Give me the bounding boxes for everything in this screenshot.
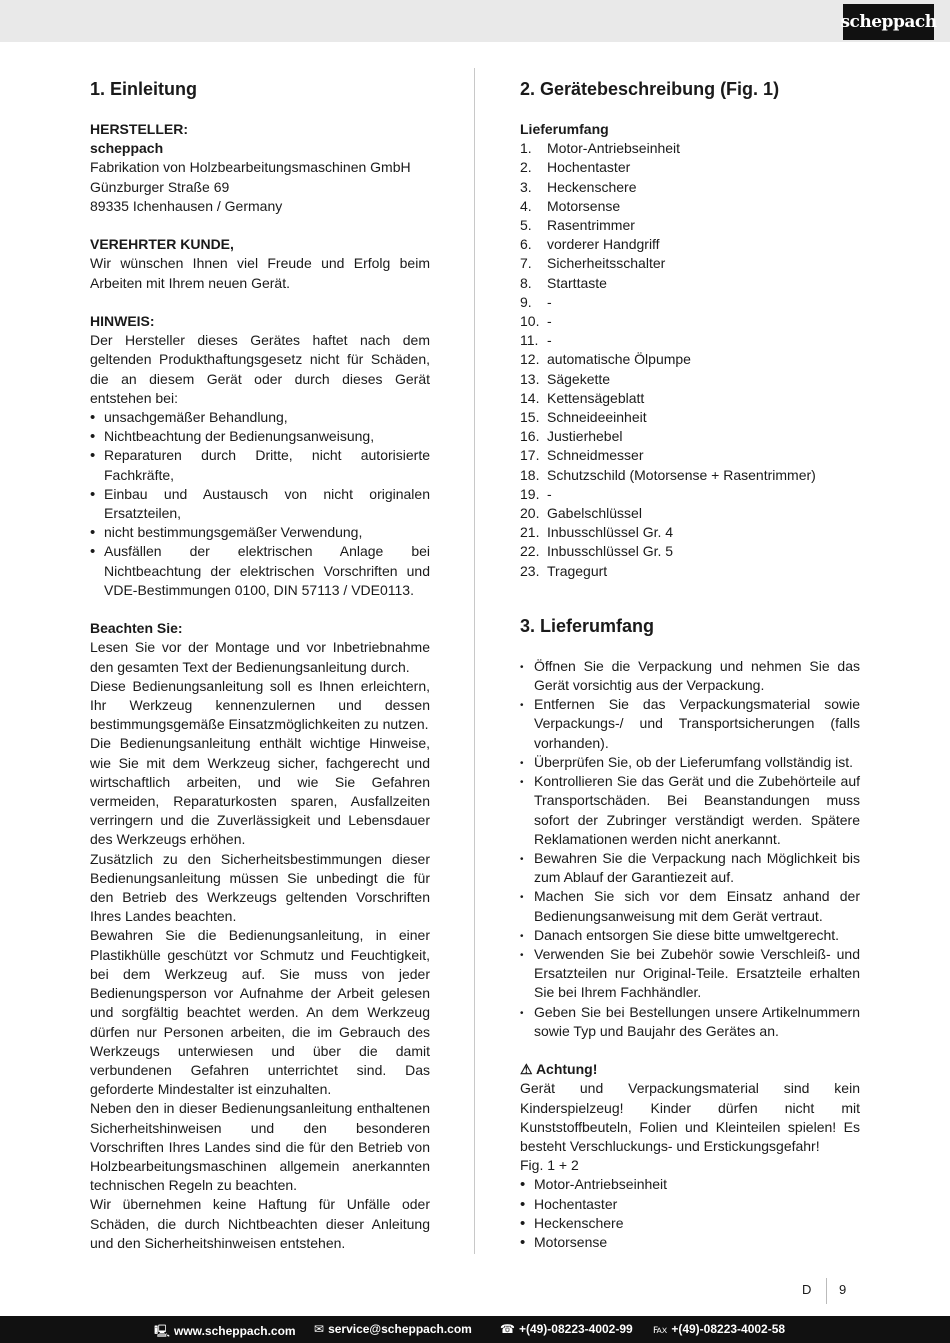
contact-bar	[0, 1316, 950, 1343]
part-label: Sägekette	[547, 370, 611, 387]
part-label: Tragegurt	[547, 562, 608, 579]
list-item: • Verwenden Sie bei Zubehör sowie Verschleiß- und Ersatzteilen nur Original-Teile. Ersatzteile erhalten Sie bei Ihrem Fachhändler.	[520, 945, 860, 1003]
part-number: 23.	[520, 562, 540, 579]
part-label: Starttaste	[547, 274, 607, 291]
part-label: vorderer Handgriff	[547, 236, 660, 253]
brand-logo: scheppach	[843, 4, 934, 40]
parts-list-item	[520, 408, 860, 427]
list-item: • Einbau und Austausch von nicht originalen Ersatzteilen,	[90, 485, 430, 523]
list-item: • Reparaturen durch Dritte, nicht autorisierte Fachkräfte,	[90, 446, 430, 484]
beachten-paragraph: Wir übernehmen keine Haftung für Unfälle oder Schäden, die durch Nichtbeachten dieser Anleitung und den Sicherheitshinweisen entstehen.	[90, 1196, 430, 1251]
lieferumfang-heading: Lieferumfang	[520, 121, 609, 137]
hersteller-line: Fabrikation von Holzbearbeitungsmaschinen GmbH	[90, 159, 411, 176]
website-contact[interactable]	[154, 1322, 296, 1343]
list-item: • Motor-Antriebseinheit	[520, 1175, 860, 1194]
phone-contact[interactable]	[500, 1322, 633, 1336]
part-label: Sicherheitsschalter	[547, 255, 666, 272]
part-label: Heckenschere	[547, 178, 637, 195]
parts-list-item	[520, 293, 860, 312]
part-label: Schneidmesser	[547, 447, 644, 464]
fig-list	[520, 1175, 860, 1252]
beachten-paragraph: Bewahren Sie die Bedienungsanleitung, in einer Plastikhülle geschützt vor Schmutz und Feuchtigkeit, bei dem Werkzeug auf. Sie muss von jeder Bedienungsperson vor Aufnahme der Arbeit gelesen und sorgfältig beachtet werden. An dem Werkzeug dürfen nur Personen arbeiten, die im Gebrauch des Werkzeugs unterwiesen und über die damit verbundenen Gefahren unterrichtet sind. Das geforderte Mindestalter ist einzuhalten.	[90, 927, 430, 1098]
list-item: • Ausfällen der elektrischen Anlage bei Nichtbeachtung der elektrischen Vorschriften und VDE-Bestimmungen 0100, DIN 57113 / VDE0113.	[90, 542, 430, 600]
fig-label: Fig. 1 + 2	[520, 1157, 579, 1174]
parts-list-item	[520, 312, 860, 331]
beachten-paragraph: Diese Bedienungsanleitung soll es Ihnen erleichtern, Ihr Werkzeug kennenzulernen und dessen bestimmungsgemäße Einsatzmöglichkeiten zu nutzen.	[90, 677, 430, 733]
achtung-text: Gerät und Verpackungsmaterial sind kein Kinderspielzeug! Kinder dürfen nicht mit Kunststoffbeuteln, Folien und Kleinteilen spielen! Es besteht Verschluckungs- und Erstickungsgefahr!	[520, 1080, 860, 1154]
parts-list-item	[520, 216, 860, 235]
parts-list-item	[520, 178, 860, 197]
part-label: Inbusschlüssel Gr. 5	[547, 543, 674, 560]
part-number: 13.	[520, 370, 540, 387]
parts-list-item	[520, 542, 860, 561]
warning-icon: ⚠	[520, 1061, 533, 1078]
part-number: 19.	[520, 485, 540, 502]
column-divider	[474, 68, 475, 1254]
part-number: 2.	[520, 159, 532, 176]
hinweis-heading: HINWEIS:	[90, 313, 155, 329]
header-bar	[0, 0, 950, 42]
part-label: Motor-Antriebseinheit	[547, 140, 681, 157]
part-label: Rasentrimmer	[547, 217, 635, 234]
part-label: Motorsense	[547, 197, 621, 214]
hersteller-name: scheppach	[90, 140, 164, 157]
parts-list-item	[520, 235, 860, 254]
part-number: 11.	[520, 332, 539, 349]
footer-separator	[826, 1278, 827, 1304]
hinweis-list	[90, 408, 430, 600]
part-number: 15.	[520, 409, 540, 426]
mail-icon: ✉	[314, 1322, 325, 1336]
parts-list	[520, 139, 860, 581]
parts-list-item	[520, 331, 860, 350]
list-item: • Kontrollieren Sie das Gerät und die Zubehörteile auf Transportschäden. Bei Beanstandungen muss sofort der Zubringer verständigt werden. Spätere Reklamationen werden nicht anerkannt.	[520, 772, 860, 849]
parts-list-item	[520, 274, 860, 293]
fax-text: +(49)-08223-4002-58	[671, 1322, 786, 1336]
parts-list-item	[520, 139, 860, 158]
list-item: • Geben Sie bei Bestellungen unsere Artikelnummern sowie Typ und Baujahr des Gerätes an.	[520, 1003, 860, 1041]
list-item: • Nichtbeachtung der Bedienungsanweisung,	[90, 427, 430, 446]
part-label: -	[547, 485, 552, 502]
part-number: 8.	[520, 274, 532, 291]
list-item: • Machen Sie sich vor dem Einsatz anhand der Bedienungsanweisung mit dem Gerät vertraut.	[520, 887, 860, 925]
part-label: Gabelschlüssel	[547, 505, 642, 522]
lieferumfang-list	[520, 657, 860, 1041]
beachten-heading: Beachten Sie:	[90, 620, 183, 637]
achtung-label: Achtung!	[535, 1061, 598, 1078]
parts-list-item	[520, 389, 860, 408]
section-title-lieferumfang: 3. Lieferumfang	[520, 615, 655, 636]
list-item: • Entfernen Sie das Verpackungsmaterial sowie Verpackungs-/ und Transportsicherungen (falls vorhanden).	[520, 695, 860, 753]
part-number: 22.	[520, 543, 540, 560]
parts-list-item	[520, 485, 860, 504]
parts-list-item	[520, 446, 860, 465]
part-label: Hochentaster	[547, 159, 631, 176]
beachten-paragraph: Zusätzlich zu den Sicherheitsbestimmungen dieser Bedienungsanleitung müssen Sie unbedingt die für den Betrieb des Werkzeugs geltenden Vorschriften Ihres Landes beachten.	[90, 850, 430, 925]
part-number: 6.	[520, 236, 532, 253]
email-text: service@scheppach.com	[328, 1322, 472, 1336]
list-item: • Öffnen Sie die Verpackung und nehmen Sie das Gerät vorsichtig aus der Verpackung.	[520, 657, 860, 695]
part-number: 17.	[520, 447, 540, 464]
parts-list-item	[520, 158, 860, 177]
left-column	[90, 78, 430, 1253]
parts-list-item	[520, 370, 860, 389]
section-title-geraetebeschreibung: 2. Gerätebeschreibung (Fig. 1)	[520, 79, 780, 99]
beachten-paragraph: Die Bedienungsanleitung enthält wichtige Hinweise, wie Sie mit dem Werkzeug sicher, fachgerecht und wirtschaftlich arbeiten, und wie Sie Gefahren vermeiden, Reparaturkosten sparen, Ausfallzeiten verringern und die Zuverlässigkeit und Lebensdauer des Werkzeugs erhöhen.	[90, 735, 430, 848]
part-number: 18.	[520, 466, 540, 483]
parts-list-item	[520, 427, 860, 446]
parts-list-item	[520, 466, 860, 485]
computer-icon: 🖳	[154, 1324, 171, 1338]
part-number: 1.	[520, 140, 532, 157]
hinweis-text: Der Hersteller dieses Gerätes haftet nach dem geltenden Produkthaftungsgesetz nicht für Schäden, die an diesem Gerät oder durch dieses Gerät entstehen bei:	[90, 332, 430, 406]
hersteller-line: Günzburger Straße 69	[90, 178, 230, 195]
part-label: Schneideeinheit	[547, 409, 647, 426]
part-label: automatische Ölpumpe	[547, 351, 691, 368]
part-number: 16.	[520, 428, 540, 445]
part-number: 3.	[520, 178, 532, 195]
parts-list-item	[520, 350, 860, 369]
right-column	[520, 78, 860, 1252]
beachten-paragraph: Lesen Sie vor der Montage und vor Inbetriebnahme den gesamten Text der Bedienungsanleitung durch.	[90, 639, 430, 675]
part-label: Inbusschlüssel Gr. 4	[547, 524, 674, 541]
fax-icon: ℻	[653, 1322, 668, 1336]
list-item: • nicht bestimmungsgemäßer Verwendung,	[90, 523, 430, 542]
kunde-heading: VEREHRTER KUNDE,	[90, 236, 234, 253]
section-title-einleitung: 1. Einleitung	[90, 79, 198, 99]
part-label: -	[547, 332, 552, 349]
parts-list-item	[520, 254, 860, 273]
list-item: • Danach entsorgen Sie diese bitte umweltgerecht.	[520, 926, 860, 945]
hersteller-line: 89335 Ichenhausen / Germany	[90, 197, 283, 214]
part-number: 5.	[520, 217, 532, 234]
achtung-heading	[520, 1060, 860, 1079]
list-item: • Heckenschere	[520, 1214, 860, 1233]
list-item: • Motorsense	[520, 1233, 860, 1252]
list-item: • Hochentaster	[520, 1195, 860, 1214]
part-label: Schutzschild (Motorsense + Rasentrimmer)	[547, 466, 816, 483]
email-contact[interactable]	[314, 1322, 472, 1336]
hersteller-heading: HERSTELLER:	[90, 121, 188, 137]
parts-list-item	[520, 197, 860, 216]
part-number: 12.	[520, 351, 540, 368]
list-item: • unsachgemäßer Behandlung,	[90, 408, 430, 427]
page-number: 9	[839, 1282, 847, 1297]
part-number: 20.	[520, 505, 540, 522]
part-label: -	[547, 313, 552, 330]
part-number: 21.	[520, 524, 540, 541]
part-number: 14.	[520, 389, 540, 406]
fax-contact[interactable]	[653, 1322, 785, 1336]
website-text: www.scheppach.com	[174, 1324, 296, 1338]
part-label: Kettensägeblatt	[547, 389, 645, 406]
part-number: 10.	[520, 313, 540, 330]
part-number: 4.	[520, 197, 532, 214]
parts-list-item	[520, 562, 860, 581]
beachten-paragraph: Neben den in dieser Bedienungsanleitung enthaltenen Sicherheitshinweisen und den besonderen Vorschriften Ihres Landes sind die für den Betrieb von Holzbearbeitungsmaschinen allgemein anerkannten technischen Regeln zu beachten.	[90, 1100, 430, 1194]
phone-icon: ☎	[500, 1322, 515, 1336]
part-number: 7.	[520, 255, 532, 272]
list-item: • Bewahren Sie die Verpackung nach Möglichkeit bis zum Ablauf der Garantiezeit auf.	[520, 849, 860, 887]
part-label: Justierhebel	[547, 428, 623, 445]
list-item: • Überprüfen Sie, ob der Lieferumfang vollständig ist.	[520, 753, 860, 772]
part-number: 9.	[520, 293, 532, 310]
kunde-text: Wir wünschen Ihnen viel Freude und Erfolg beim Arbeiten mit Ihrem neuen Gerät.	[90, 255, 430, 291]
parts-list-item	[520, 504, 860, 523]
language-code: D	[802, 1282, 812, 1297]
parts-list-item	[520, 523, 860, 542]
phone-text: +(49)-08223-4002-99	[518, 1322, 633, 1336]
part-label: -	[547, 293, 552, 310]
